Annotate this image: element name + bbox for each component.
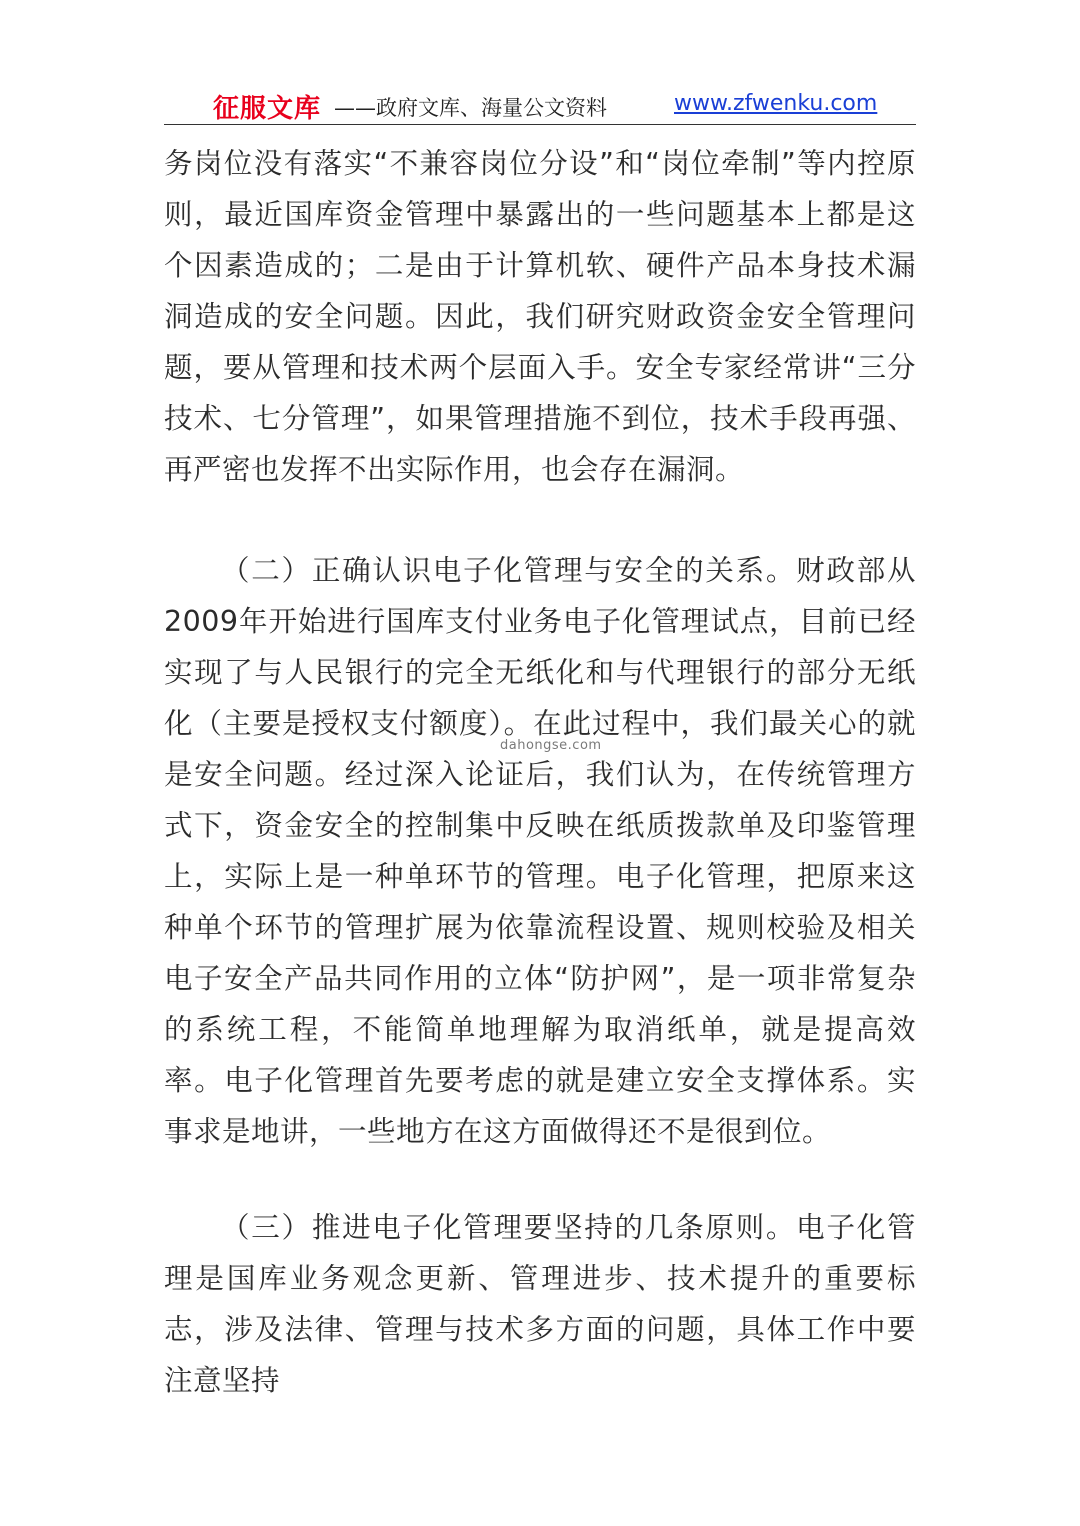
paragraph-2-container xyxy=(164,545,916,1157)
header-tagline: ——政府文库、海量公文资料 xyxy=(334,96,607,120)
brand-logo-text: 征服文库 xyxy=(213,94,322,124)
paragraph-3-container xyxy=(164,1202,916,1406)
paragraph-2: （二）正确认识电子化管理与安全的关系。财政部从2009年开始进行国库支付业务电子化管理试点，目前已经实现了与人民银行的完全无纸化和与代理银行的部分无纸化（主要是授权支付额度）。在此过程中，我们最关心的就是安全问题。经过深入论证后，我们认为，在传统管理方式下，资金安全的控制集中反映在纸质拨款单及印鉴管理上，实际上是一种单环节的管理。电子化管理，把原来这种单个环节的管理扩展为依靠流程设置、规则校验及相关电子安全产品共同作用的立体“防护网”，是一项非常复杂的系统工程，不能简单地理解为取消纸单，就是提高效率。电子化管理首先要考虑的就是建立安全支撑体系。实事求是地讲，一些地方在这方面做得还不是很到位。 xyxy=(164,554,916,1148)
paragraph-1: 务岗位没有落实“不兼容岗位分设”和“岗位牵制”等内控原则，最近国库资金管理中暴露出的一些问题基本上都是这个因素造成的；二是由于计算机软、硬件产品本身技术漏洞造成的安全问题。因此，我们研究财政资金安全管理问题，要从管理和技术两个层面入手。安全专家经常讲“三分技术、七分管理”，如果管理措施不到位，技术手段再强、再严密也发挥不出实际作用，也会存在漏洞。 xyxy=(164,147,916,486)
page-header xyxy=(164,84,916,125)
watermark-text: dahongse.com xyxy=(500,738,602,753)
paragraph-1-container xyxy=(164,138,916,495)
website-link[interactable]: www.zfwenku.com xyxy=(674,91,878,116)
paragraph-3: （三）推进电子化管理要坚持的几条原则。电子化管理是国库业务观念更新、管理进步、技术提升的重要标志，涉及法律、管理与技术多方面的问题，具体工作中要注意坚持 xyxy=(164,1211,916,1397)
